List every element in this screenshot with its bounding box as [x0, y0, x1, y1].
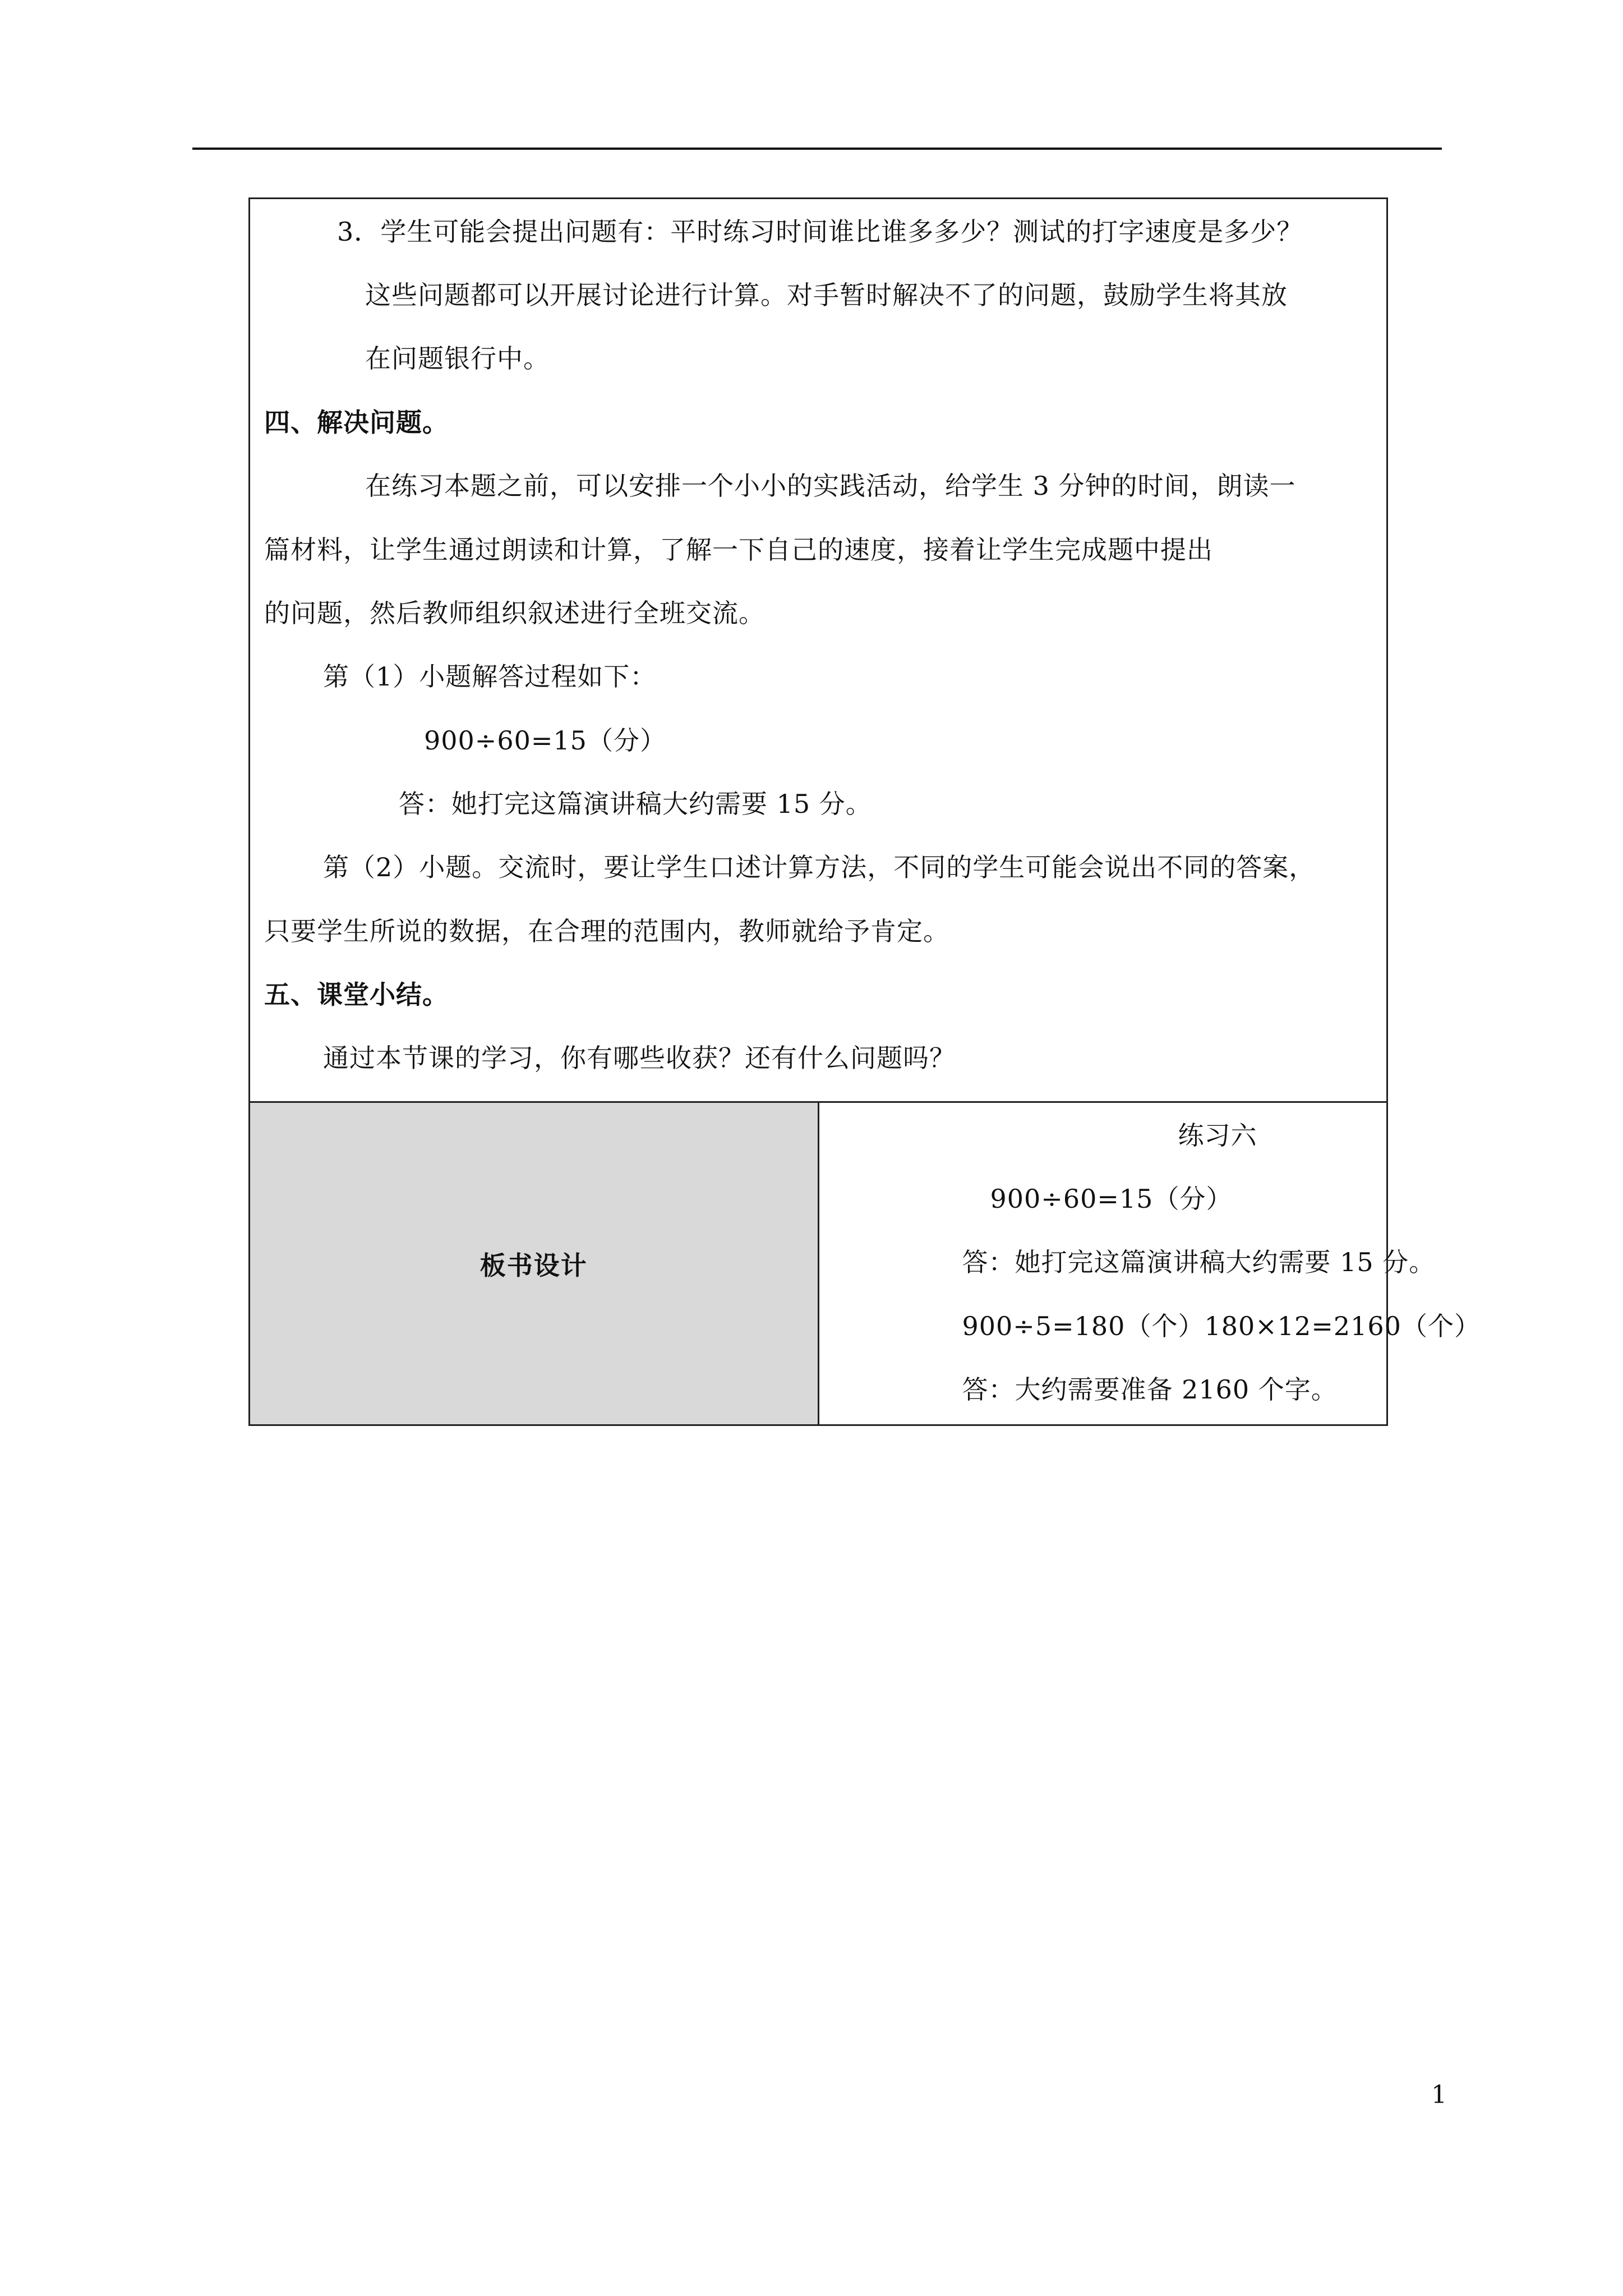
section4-paragraph-line3: 的问题，然后教师组织叙述进行全班交流。	[264, 598, 765, 628]
board-label-cell	[250, 1102, 819, 1425]
lesson-plan-table	[248, 197, 1481, 1426]
board-line1: 900÷60=15（分）	[990, 1184, 1233, 1214]
question2-line1: 第（2）小题。交流时，要让学生口述计算方法，不同的学生可能会说出不同的答案，	[323, 852, 1316, 882]
item3-line3: 在问题银行中。	[365, 343, 550, 374]
item3-line2: 这些问题都可以开展讨论进行计算。对手暂时解决不了的问题，鼓励学生将其放	[365, 280, 1288, 310]
section4-paragraph-line1: 在练习本题之前，可以安排一个小小的实践活动，给学生 3 分钟的时间，朗读一	[365, 471, 1296, 501]
board-title: 练习六	[1178, 1120, 1257, 1151]
question2-line2: 只要学生所说的数据，在合理的范围内，教师就给予肯定。	[264, 916, 949, 946]
section4-paragraph-line2: 篇材料，让学生通过朗读和计算，了解一下自己的速度，接着让学生完成题中提出	[264, 535, 1213, 565]
board-line3: 900÷5=180（个）180×12=2160（个）	[962, 1311, 1481, 1341]
item3-line1: 3．学生可能会提出问题有：平时练习时间谁比谁多多少？测试的打字速度是多少？	[337, 217, 1303, 247]
question1-intro: 第（1）小题解答过程如下：	[323, 661, 657, 692]
board-line2: 答：她打完这篇演讲稿大约需要 15 分。	[962, 1247, 1436, 1277]
question1-equation: 900÷60=15（分）	[424, 725, 666, 756]
page-number: 1	[1431, 2081, 1447, 2109]
teaching-process-cell	[250, 199, 1387, 1102]
header-rule	[192, 148, 1442, 150]
section5-heading: 五、课堂小结。	[264, 979, 449, 1010]
board-line4: 答：大约需要准备 2160 个字。	[962, 1374, 1338, 1405]
board-content-cell	[818, 1102, 1481, 1425]
question1-answer: 答：她打完这篇演讲稿大约需要 15 分。	[399, 789, 872, 819]
section4-heading: 四、解决问题。	[264, 407, 449, 438]
board-design-label: 板书设计	[479, 1250, 588, 1281]
section5-text: 通过本节课的学习，你有哪些收获？还有什么问题吗？	[323, 1043, 956, 1073]
content-row	[250, 199, 1387, 1102]
board-design-row	[250, 1102, 1387, 1425]
